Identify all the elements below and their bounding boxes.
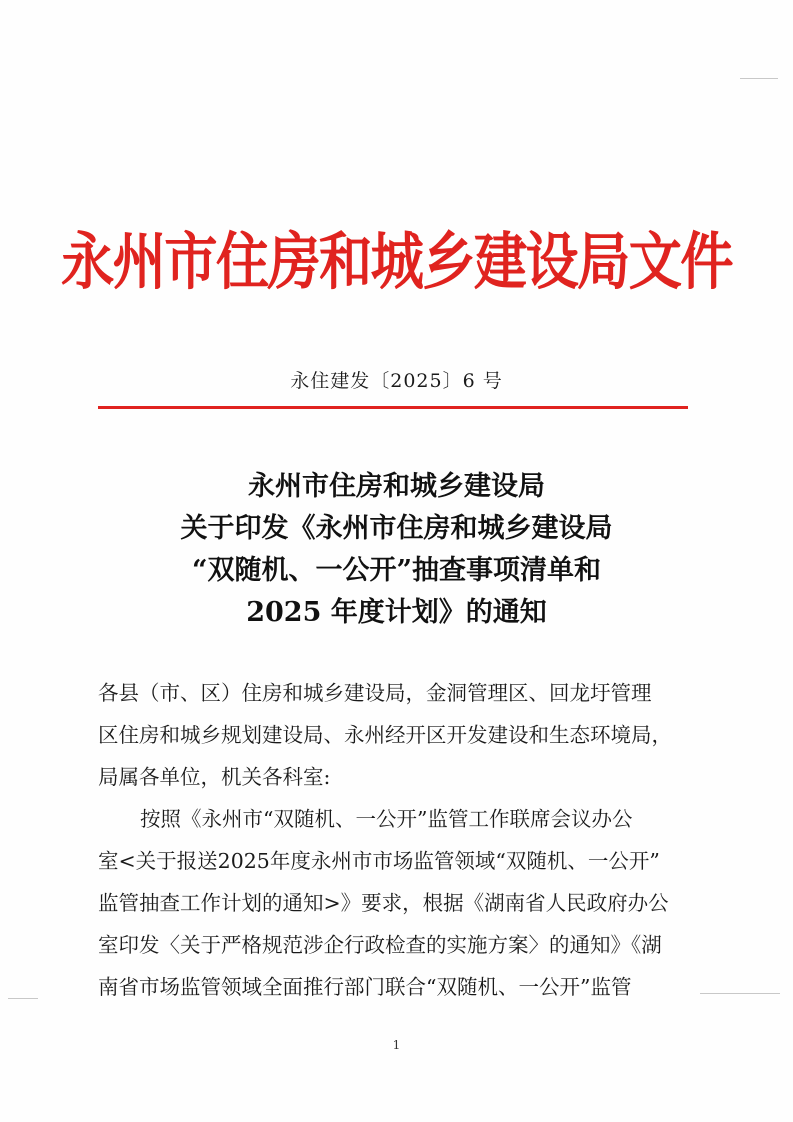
- scan-artifact: [8, 998, 38, 999]
- notice-title: [0, 466, 793, 634]
- page-number: 1: [392, 1038, 401, 1052]
- body-line-paragraph: 监管抽查工作计划的通知>》要求，根据《湖南省人民政府办公: [98, 891, 669, 915]
- body-line-paragraph: 按照《永州市“双随机、一公开”监管工作联席会议办公: [140, 807, 633, 831]
- body-line-recipients: 区住房和城乡规划建设局、永州经开区开发建设和生态环境局，: [98, 723, 672, 747]
- body-line-recipients: 局属各单位，机关各科室:: [98, 765, 331, 789]
- scan-artifact: [740, 78, 778, 79]
- body-line-paragraph: 室<关于报送2025年度永州市市场监管领域“双随机、一公开”: [98, 849, 660, 873]
- body-line-recipients: 各县（市、区）住房和城乡建设局，金洞管理区、回龙圩管理: [98, 681, 652, 705]
- notice-title-line: 关于印发《永州市住房和城乡建设局: [180, 513, 613, 544]
- issuer-header-title: 永州市住房和城乡建设局文件: [61, 225, 732, 298]
- body-line-paragraph: 南省市场监管领域全面推行部门联合“双随机、一公开”监管: [98, 975, 632, 999]
- scan-artifact: [700, 993, 780, 994]
- body-line-paragraph: 室印发〈关于严格规范涉企行政检查的实施方案〉的通知》《湖: [98, 933, 662, 957]
- notice-title-line: 永州市住房和城乡建设局: [248, 471, 545, 502]
- document-number: 永住建发〔2025〕6 号: [290, 370, 503, 392]
- notice-body: [98, 672, 690, 1008]
- notice-title-line: 2025 年度计划》的通知: [246, 597, 547, 628]
- notice-title-line: “双随机、一公开”抽查事项清单和: [191, 555, 602, 586]
- red-separator-line: [98, 406, 688, 409]
